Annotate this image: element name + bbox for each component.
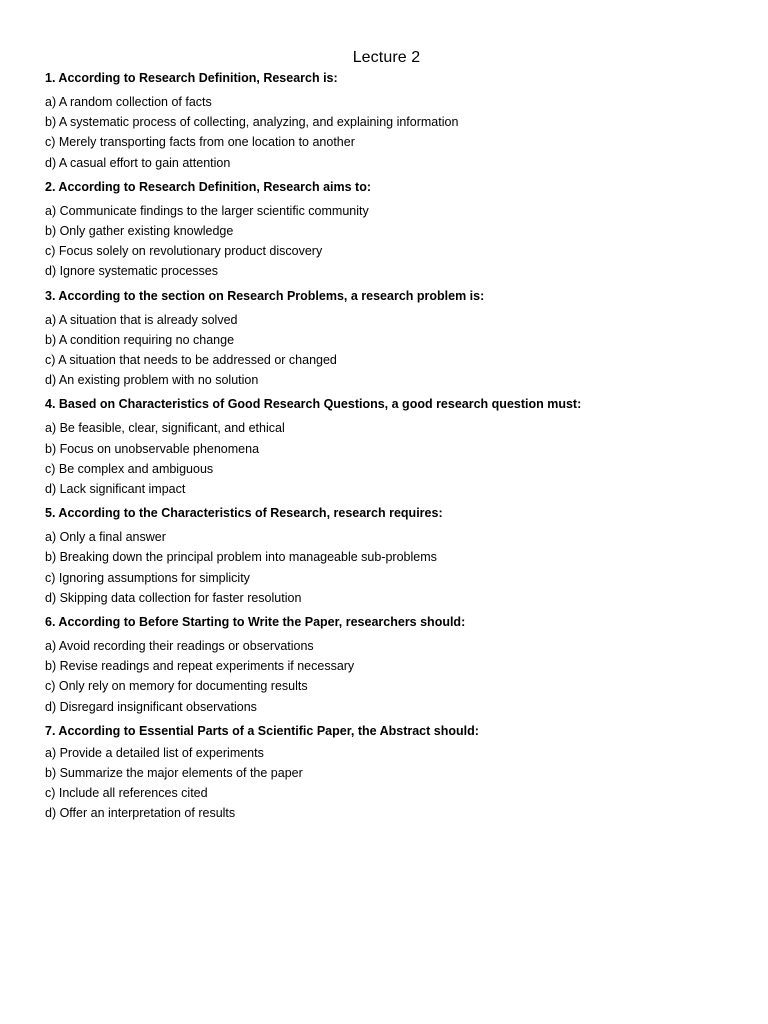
question-block-7 — [45, 723, 728, 824]
option-d: d) Disregard insignificant observations — [45, 699, 257, 714]
option-a: a) Only a final answer — [45, 530, 166, 545]
question-text: 5. According to the Characteristics of Research, research requires: — [45, 506, 443, 521]
option-b: b) Revise readings and repeat experiments if necessary — [45, 659, 355, 674]
option-b: b) Summarize the major elements of the paper — [45, 766, 303, 781]
option-a: a) A random collection of facts — [45, 95, 212, 109]
option-d: d) An existing problem with no solution — [45, 373, 259, 388]
option-b: b) Focus on unobservable phenomena — [45, 441, 260, 456]
option-list — [45, 418, 728, 499]
option-b: b) A systematic process of collecting, analyzing, and explaining information — [45, 115, 459, 130]
option-c: c) Ignoring assumptions for simplicity — [45, 570, 250, 585]
question-text: 2. According to Research Definition, Research aims to: — [45, 179, 372, 194]
page-title: Lecture 2 — [352, 49, 421, 66]
option-c: c) Merely transporting facts from one location to another — [45, 135, 355, 150]
option-b: b) A condition requiring no change — [45, 332, 235, 347]
option-c: c) Be complex and ambiguous — [45, 461, 214, 476]
question-text: 6. According to Before Starting to Write the Paper, researchers should: — [45, 615, 466, 630]
question-block-1 — [45, 70, 728, 173]
option-b: b) Only gather existing knowledge — [45, 224, 234, 239]
option-list — [45, 527, 728, 608]
question-text: 4. Based on Characteristics of Good Research Questions, a good research question must: — [45, 397, 582, 412]
option-list — [45, 201, 728, 282]
option-list — [45, 310, 728, 391]
option-b: b) Breaking down the principal problem into manageable sub-problems — [45, 550, 437, 565]
option-d: d) Lack significant impact — [45, 482, 186, 497]
question-text: 3. According to the section on Research Problems, a research problem is: — [45, 288, 485, 303]
question-block-3 — [45, 288, 728, 391]
option-list — [45, 92, 728, 173]
option-c: c) Include all references cited — [45, 786, 208, 801]
option-a: a) Communicate findings to the larger scientific community — [45, 203, 369, 218]
question-block-2 — [45, 179, 728, 282]
option-a: a) Be feasible, clear, significant, and ethical — [45, 421, 285, 436]
option-a: a) A situation that is already solved — [45, 312, 238, 327]
option-list — [45, 743, 728, 824]
option-d: d) Offer an interpretation of results — [45, 806, 236, 821]
option-d: d) Skipping data collection for faster resolution — [45, 590, 302, 605]
question-block-5 — [45, 505, 728, 608]
option-d: d) A casual effort to gain attention — [45, 155, 231, 170]
option-a: a) Provide a detailed list of experiments — [45, 745, 264, 760]
option-a: a) Avoid recording their readings or observations — [45, 639, 314, 654]
question-text: 7. According to Essential Parts of a Scientific Paper, the Abstract should: — [45, 723, 479, 738]
question-list — [45, 70, 728, 824]
question-block-4 — [45, 396, 728, 499]
option-c: c) Focus solely on revolutionary product discovery — [45, 244, 323, 259]
option-c: c) A situation that needs to be addressed or changed — [45, 353, 337, 368]
option-list — [45, 636, 728, 717]
option-c: c) Only rely on memory for documenting results — [45, 679, 308, 694]
question-block-6 — [45, 614, 728, 717]
question-text: 1. According to Research Definition, Research is: — [45, 71, 338, 85]
option-d: d) Ignore systematic processes — [45, 264, 218, 279]
